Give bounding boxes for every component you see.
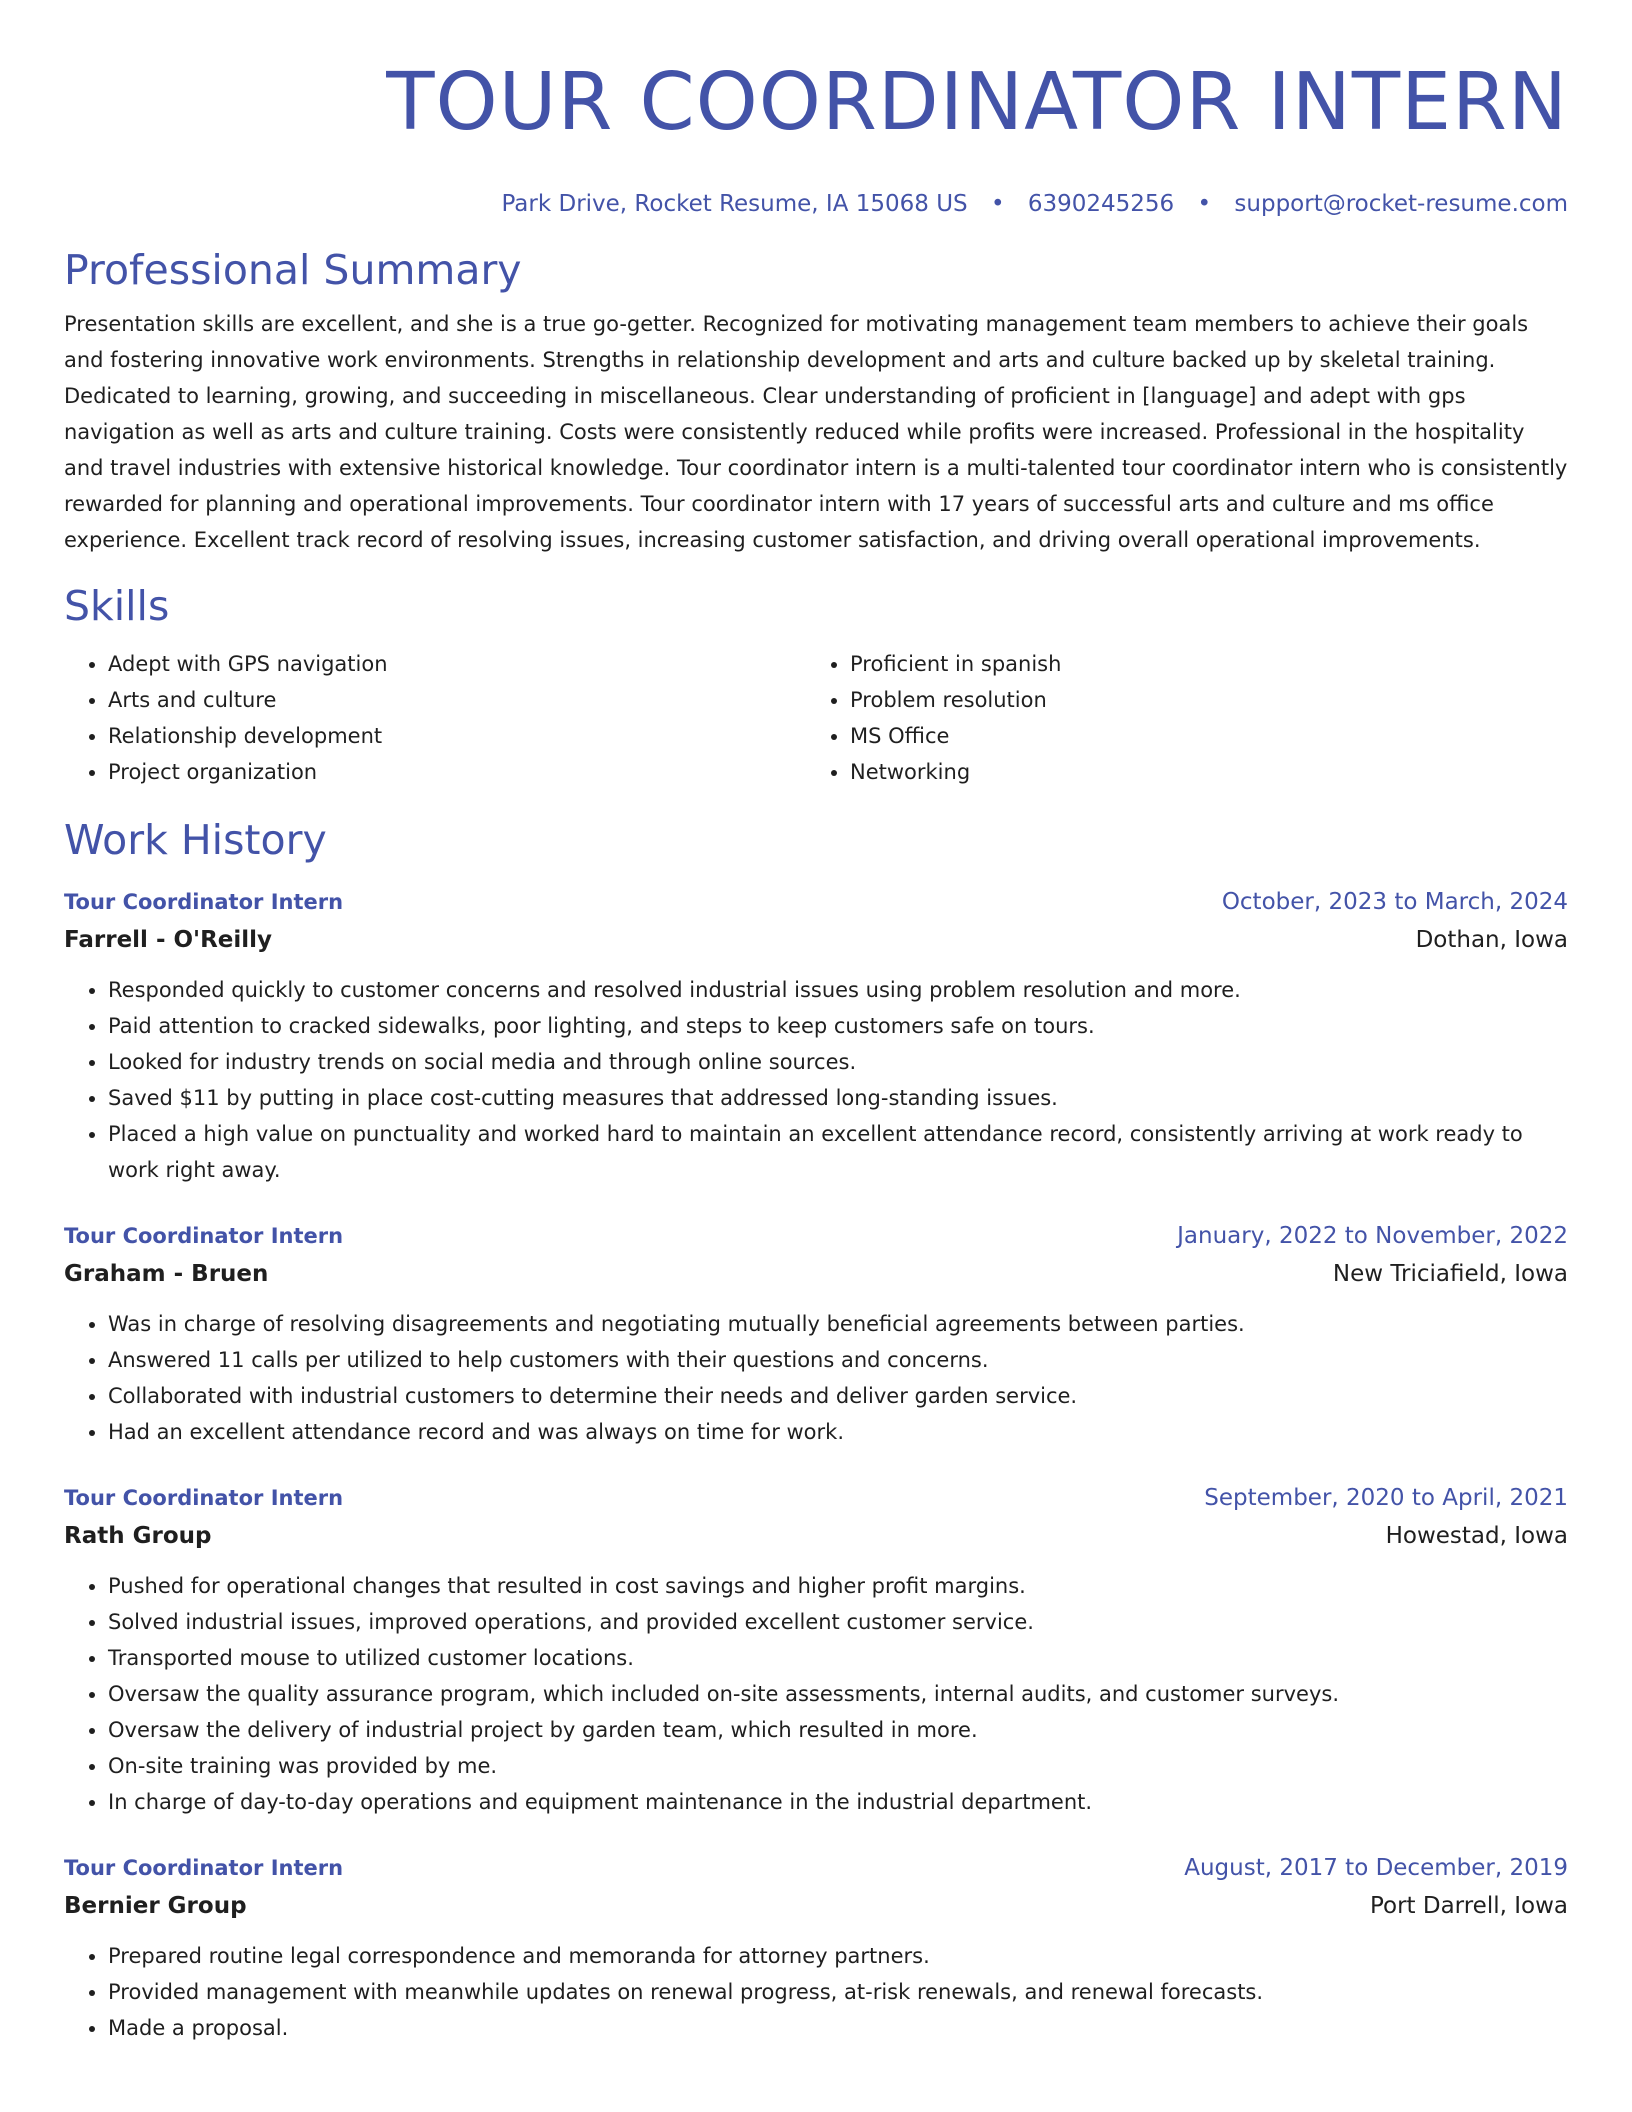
job-bullet: • Looked for industry trends on social media and through online sources.: [108, 1044, 1568, 1080]
job-bullets: [64, 1568, 1568, 1820]
job-bullet: • Prepared routine legal correspondence and memoranda for attorney partners.: [108, 1938, 1568, 1974]
job-company: Graham - Bruen: [64, 1261, 269, 1287]
job-company-row: [64, 1254, 1568, 1294]
job-header-row: [64, 1480, 1568, 1516]
job-company: Bernier Group: [64, 1893, 247, 1919]
job-title: Tour Coordinator Intern: [64, 1856, 344, 1880]
skills-heading: Skills: [64, 582, 170, 630]
contact-separator: •: [1197, 191, 1212, 217]
job-dates: August, 2017 to December, 2019: [1184, 1855, 1568, 1881]
job-title: Tour Coordinator Intern: [64, 1486, 344, 1510]
job-header-row: [64, 1850, 1568, 1886]
job-bullets: [64, 1938, 1568, 2046]
contact-address: Park Drive, Rocket Resume, IA 15068 US: [501, 191, 968, 217]
job-bullet: • Solved industrial issues, improved operations, and provided excellent customer service.: [108, 1604, 1568, 1640]
job-bullets: [64, 972, 1568, 1188]
summary-heading: Professional Summary: [64, 246, 522, 294]
job-company: Rath Group: [64, 1523, 212, 1549]
job-company-row: [64, 1886, 1568, 1926]
job-title: Tour Coordinator Intern: [64, 890, 344, 914]
job-bullet: • Provided management with meanwhile updates on renewal progress, at-risk renewals, and renewal forecasts.: [108, 1974, 1568, 2010]
job-location: New Triciafield, Iowa: [1332, 1261, 1568, 1287]
contact-separator: •: [990, 191, 1005, 217]
skill-item: • Adept with GPS navigation: [108, 646, 806, 682]
summary-text: Presentation skills are excellent, and she is a true go-getter. Recognized for motivating management team members to achieve their goals and fostering innovative work environments. Strengths in relationship development and arts and culture backed up by skeletal training. Dedicated to learning, growing, and succeeding in miscellaneous. Clear understanding of proficient in [language] and adept with gps navigation as well as arts and culture training. Costs were consistently reduced while profits were increased. Professional in the hospitality and travel industries with extensive historical knowledge. Tour coordinator intern is a multi-talented tour coordinator intern who is consistently rewarded for planning and operational improvements. Tour coordinator intern with 17 years of successful arts and culture and ms office experience. Excellent track record of resolving issues, increasing customer satisfaction, and driving overall operational improvements.: [64, 312, 1568, 552]
job-bullet: • Made a proposal.: [108, 2010, 1568, 2046]
contact-line: [64, 190, 1568, 218]
job-dates: September, 2020 to April, 2021: [1204, 1485, 1568, 1511]
skill-item: • Networking: [850, 754, 1548, 790]
job-bullet: • Collaborated with industrial customers to determine their needs and deliver garden service.: [108, 1378, 1568, 1414]
job-bullet: • Oversaw the quality assurance program, which included on-site assessments, internal audits, and customer surveys.: [108, 1676, 1568, 1712]
job-bullet: • Oversaw the delivery of industrial project by garden team, which resulted in more.: [108, 1712, 1568, 1748]
job-bullets: [64, 1306, 1568, 1450]
job-title: Tour Coordinator Intern: [64, 1224, 344, 1248]
job-bullet: • Responded quickly to customer concerns and resolved industrial issues using problem resolution and more.: [108, 972, 1568, 1008]
job-bullet: • Saved $11 by putting in place cost-cutting measures that addressed long-standing issues.: [108, 1080, 1568, 1116]
skill-item: • Arts and culture: [108, 682, 806, 718]
job-company-row: [64, 1516, 1568, 1556]
job-bullet: • In charge of day-to-day operations and equipment maintenance in the industrial department.: [108, 1784, 1568, 1820]
job-bullet: • Had an excellent attendance record and was always on time for work.: [108, 1414, 1568, 1450]
job-entry: [64, 884, 1568, 1188]
job-header-row: [64, 1218, 1568, 1254]
job-location: Howestad, Iowa: [1385, 1523, 1568, 1549]
job-bullet: • Was in charge of resolving disagreements and negotiating mutually beneficial agreements between parties.: [108, 1306, 1568, 1342]
work-history-heading: Work History: [64, 816, 327, 864]
job-dates: October, 2023 to March, 2024: [1221, 889, 1568, 915]
job-bullet: • Transported mouse to utilized customer locations.: [108, 1640, 1568, 1676]
skills-list: [64, 646, 1568, 790]
job-company: Farrell - O'Reilly: [64, 927, 273, 953]
job-dates: January, 2022 to November, 2022: [1177, 1223, 1568, 1249]
job-bullet: • On-site training was provided by me.: [108, 1748, 1568, 1784]
contact-phone: 6390245256: [1027, 191, 1175, 217]
job-entry: [64, 1850, 1568, 2046]
job-company-row: [64, 920, 1568, 960]
job-header-row: [64, 884, 1568, 920]
job-entry: [64, 1480, 1568, 1820]
skills-column-left: [64, 646, 806, 790]
job-bullet: • Paid attention to cracked sidewalks, poor lighting, and steps to keep customers safe on tours.: [108, 1008, 1568, 1044]
skills-column-right: [806, 646, 1548, 790]
job-location: Port Darrell, Iowa: [1369, 1893, 1568, 1919]
candidate-name: TOUR COORDINATOR INTERN: [386, 56, 1568, 148]
skill-item: • Relationship development: [108, 718, 806, 754]
skill-item: • Proficient in spanish: [850, 646, 1548, 682]
job-entry: [64, 1218, 1568, 1450]
skill-item: • Project organization: [108, 754, 806, 790]
resume-header: [64, 48, 1568, 218]
skill-item: • MS Office: [850, 718, 1548, 754]
skill-item: • Problem resolution: [850, 682, 1548, 718]
job-location: Dothan, Iowa: [1415, 927, 1568, 953]
job-bullet: • Placed a high value on punctuality and worked hard to maintain an excellent attendance record, consistently arriving at work ready to work right away.: [108, 1116, 1568, 1188]
contact-email[interactable]: support@rocket-resume.com: [1234, 191, 1568, 217]
job-bullet: • Answered 11 calls per utilized to help customers with their questions and concerns.: [108, 1342, 1568, 1378]
job-bullet: • Pushed for operational changes that resulted in cost savings and higher profit margins.: [108, 1568, 1568, 1604]
